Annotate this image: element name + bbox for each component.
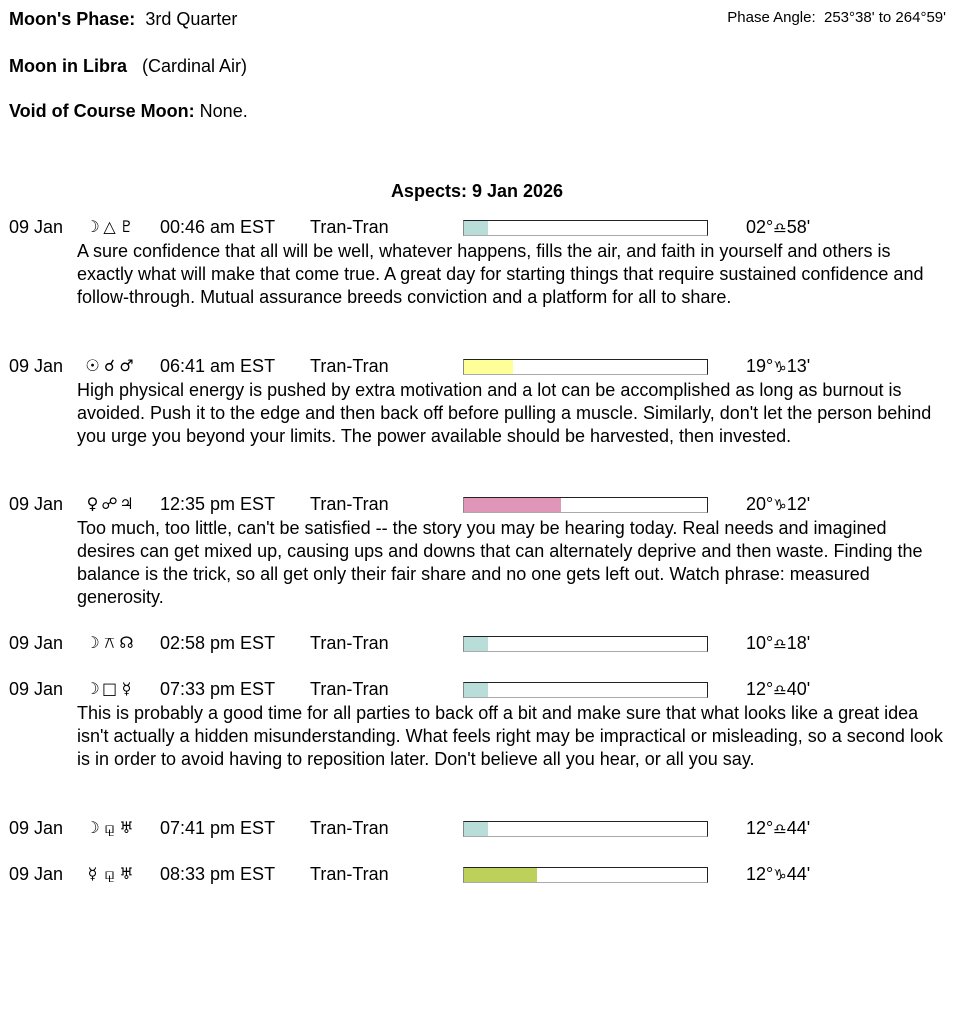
position-degree: 10°: [746, 633, 774, 653]
zodiac-sign-icon: ♎: [773, 820, 787, 838]
aspect-position: [746, 633, 810, 654]
aspects-title: Aspects: 9 Jan 2026: [390, 181, 564, 201]
aspect-line: [0, 217, 960, 239]
strength-bar: [463, 636, 708, 652]
aspect-position: [746, 217, 810, 238]
aspect-type: Tran-Tran: [310, 356, 389, 376]
aspect-date: 09 Jan: [9, 679, 64, 699]
venus-icon: ♀: [86, 494, 99, 513]
strength-bar-fill: [464, 683, 488, 697]
aspect-position: [746, 494, 810, 515]
moon-phase-value: 3rd Quarter: [145, 9, 238, 29]
aspect-glyphs: [84, 679, 135, 698]
aspect-type: Tran-Tran: [310, 818, 389, 838]
zodiac-sign-icon: ♎: [773, 681, 787, 699]
square-icon: □: [101, 679, 118, 698]
void-of-course: [9, 101, 248, 122]
aspect-time: 06:41 am EST: [160, 356, 276, 376]
aspect-time: 00:46 am EST: [160, 217, 276, 237]
phase-angle: [727, 9, 946, 26]
trine-icon: △: [103, 217, 116, 236]
position-minute: 44': [786, 818, 811, 838]
aspect-glyphs: [84, 494, 135, 513]
aspect-entry: [0, 818, 960, 840]
aspect-entry: [0, 217, 960, 309]
aspect-entry: [0, 494, 960, 609]
jupiter-icon: ♃: [119, 494, 134, 513]
aspect-entry: [0, 864, 960, 886]
moon-phase-label: Moon's Phase:: [9, 9, 136, 29]
moon-sign-value: (Cardinal Air): [142, 56, 248, 76]
aspect-type: Tran-Tran: [310, 494, 389, 514]
aspect-type: Tran-Tran: [310, 217, 389, 237]
zodiac-sign-icon: ♑: [773, 866, 787, 884]
strength-bar: [463, 220, 708, 236]
position-degree: 12°: [746, 679, 774, 699]
aspect-description: High physical energy is pushed by extra motivation and a lot can be accomplished as long as burnout is avoided. Push it to the edge and then back off before pulling a muscle. Similarly, don't let the person behind you urge you beyond your limits. The power available should be harvested, then invested.: [77, 380, 932, 446]
aspect-date: 09 Jan: [9, 818, 64, 838]
aspect-time: 12:35 pm EST: [160, 494, 276, 514]
position-minute: 58': [786, 217, 811, 237]
zodiac-sign-icon: ♑: [773, 496, 787, 514]
position-minute: 12': [786, 494, 811, 514]
zodiac-sign-icon: ♎: [773, 219, 787, 237]
void-of-course-label: Void of Course Moon:: [9, 101, 195, 121]
aspect-entry: [0, 679, 960, 771]
phase-angle-label: Phase Angle:: [727, 9, 816, 26]
aspect-time: 02:58 pm EST: [160, 633, 276, 653]
aspect-line: [0, 679, 960, 701]
aspect-entry: [0, 633, 960, 655]
aspect-date: 09 Jan: [9, 494, 64, 514]
phase-angle-value: 253°38' to 264°59': [824, 9, 946, 26]
aspect-date: 09 Jan: [9, 633, 64, 653]
aspect-line: [0, 633, 960, 655]
aspect-time: 08:33 pm EST: [160, 864, 276, 884]
aspect-line: [0, 494, 960, 516]
zodiac-sign-icon: ♑: [773, 358, 787, 376]
pluto-icon: ♇: [119, 217, 134, 236]
aspect-type: Tran-Tran: [310, 679, 389, 699]
aspect-time: 07:41 pm EST: [160, 818, 276, 838]
aspect-line: [0, 864, 960, 886]
aspect-description: This is probably a good time for all parties to back off a bit and make sure that what looks like a great idea isn't actually a hidden misunderstanding. What feels right may be impractical or misleading, so a second look is in order to avoid having to reposition later. Don't believe all you hear, or all you say.: [77, 703, 943, 769]
aspect-position: [746, 818, 810, 839]
north-node-icon: ☊: [119, 633, 134, 652]
aspect-glyphs: [84, 356, 135, 375]
position-degree: 12°: [746, 864, 774, 884]
quincunx-icon: ⚻: [104, 633, 115, 652]
mars-icon: ♂: [119, 356, 134, 375]
position-degree: 12°: [746, 818, 774, 838]
position-minute: 13': [786, 356, 811, 376]
sesquiquadrate-icon: ⚼: [103, 818, 116, 837]
strength-bar: [463, 821, 708, 837]
moon-icon: ☽: [85, 679, 100, 698]
aspect-description: A sure confidence that all will be well, whatever happens, fills the air, and faith in yourself and others is exactly what will make that come true. A great day for starting things that require sustained confidence and follow-through. Mutual assurance breeds conviction and a platform for all to share.: [77, 241, 924, 307]
strength-bar: [463, 867, 708, 883]
uranus-icon: ♅: [119, 864, 134, 883]
moon-icon: ☽: [85, 633, 100, 652]
position-degree: 20°: [746, 494, 774, 514]
uranus-icon: ♅: [119, 818, 134, 837]
mercury-icon: ☿: [87, 864, 98, 883]
position-minute: 40': [786, 679, 811, 699]
aspect-time: 07:33 pm EST: [160, 679, 276, 699]
aspect-description: Too much, too little, can't be satisfied -- the story you may be hearing today. Real needs and imagined desires can get mixed up, causing ups and downs that can alternately deprive and then waste. Finding the balance is the trick, so all get only their fair share and no one gets left out. Watch phrase: measured generosity.: [77, 518, 923, 607]
aspect-entry: [0, 356, 960, 448]
strength-bar: [463, 682, 708, 698]
position-minute: 18': [786, 633, 811, 653]
position-minute: 44': [786, 864, 811, 884]
aspect-glyphs: [84, 633, 135, 653]
strength-bar-fill: [464, 868, 537, 882]
strength-bar-fill: [464, 498, 561, 512]
aspect-line: [0, 818, 960, 840]
aspect-position: [746, 864, 810, 885]
moon-icon: ☽: [85, 818, 100, 837]
moon-icon: ☽: [85, 217, 100, 236]
void-of-course-value: None.: [199, 101, 248, 121]
strength-bar-fill: [464, 822, 488, 836]
aspect-date: 09 Jan: [9, 864, 64, 884]
opposition-icon: ☍: [101, 494, 118, 513]
moon-sign-label: Moon in Libra: [9, 56, 127, 76]
moon-phase: [9, 9, 237, 30]
conjunction-icon: ☌: [104, 356, 115, 375]
aspect-position: [746, 679, 810, 700]
strength-bar-fill: [464, 221, 488, 235]
aspect-line: [0, 356, 960, 378]
strength-bar-fill: [464, 637, 488, 651]
aspect-date: 09 Jan: [9, 356, 64, 376]
aspect-glyphs: [84, 217, 135, 236]
aspect-type: Tran-Tran: [310, 864, 389, 884]
aspect-position: [746, 356, 810, 377]
sesquiquadrate-icon: ⚼: [103, 864, 116, 883]
moon-sign: [9, 56, 247, 77]
aspect-glyphs: [84, 818, 135, 838]
strength-bar: [463, 359, 708, 375]
strength-bar-fill: [464, 360, 513, 374]
mercury-icon: ☿: [121, 679, 132, 698]
sun-icon: ☉: [85, 356, 100, 375]
aspect-glyphs: [84, 864, 135, 884]
aspect-type: Tran-Tran: [310, 633, 389, 653]
zodiac-sign-icon: ♎: [773, 635, 787, 653]
aspect-date: 09 Jan: [9, 217, 64, 237]
position-degree: 02°: [746, 217, 774, 237]
strength-bar: [463, 497, 708, 513]
position-degree: 19°: [746, 356, 774, 376]
